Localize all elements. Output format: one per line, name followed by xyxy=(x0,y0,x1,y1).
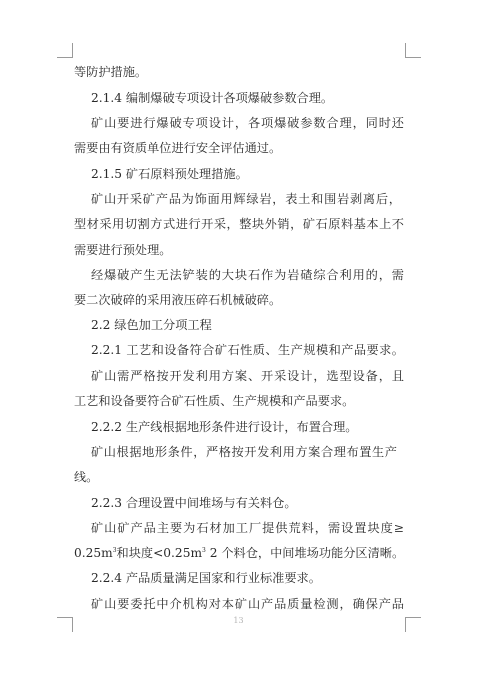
crop-mark-top-left-h xyxy=(57,57,73,58)
text-line: 需要进行预处理。 xyxy=(74,243,172,257)
page-number: 13 xyxy=(233,616,244,625)
crop-mark-top-right xyxy=(405,43,406,58)
text-line: 经爆破产生无法铲装的大块石作为岩碴综合利用的，需 xyxy=(91,268,404,282)
text-line: 矿山矿产品主要为石材加工厂提供荒料，需设置块度≥ xyxy=(91,521,404,535)
superscript: 3 xyxy=(112,547,117,554)
text-line: 矿山要进行爆破专项设计，各项爆破参数合理，同时还 xyxy=(91,116,404,130)
text-line: 矿山需严格按开发利用方案、开采设计，选型设备，且 xyxy=(91,369,404,383)
text-line: 工艺和设备要符合矿石性质、生产规模和产品要求。 xyxy=(74,394,355,408)
text-line: 矿山要委托中介机构对本矿山产品质量检测，确保产品 xyxy=(91,597,404,611)
text-fragment: 2 个料仓，中间堆场功能分区清晰。 xyxy=(205,546,405,560)
section-heading: 2.2.4 产品质量满足国家和行业标准要求。 xyxy=(91,571,321,585)
text-line: 线。 xyxy=(74,470,99,484)
section-heading: 2.2 绿色加工分项工程 xyxy=(91,318,212,332)
text-fragment: 和块度<0.25m xyxy=(116,546,202,560)
text-line: 型材采用切割方式进行开采，整块外销，矿石原料基本上不 xyxy=(74,217,404,231)
superscript: 3 xyxy=(202,547,206,554)
text-line: 矿山根据地形条件，严格按开发利用方案合理布置生产 xyxy=(91,445,397,459)
text-line xyxy=(74,545,404,561)
section-heading: 2.2.1 工艺和设备符合矿石性质、生产规模和产品要求。 xyxy=(91,343,404,357)
section-heading: 2.1.4 编制爆破专项设计各项爆破参数合理。 xyxy=(91,91,334,105)
crop-mark-top-right-h xyxy=(405,57,421,58)
crop-mark-top-left xyxy=(72,43,73,58)
section-heading: 2.2.2 生产线根据地形条件进行设计，布置合理。 xyxy=(91,420,358,434)
section-heading: 2.2.3 合理设置中间堆场与有关料仓。 xyxy=(91,496,297,510)
text-line: 等防护措施。 xyxy=(74,65,148,79)
section-heading: 2.1.5 矿石原料预处理措施。 xyxy=(91,167,248,181)
text-line: 矿山开采矿产品为饰面用辉绿岩，表土和围岩剥离后， xyxy=(91,192,401,206)
text-line: 要二次破碎的采用液压碎石机械破碎。 xyxy=(74,293,282,307)
text-line: 需要由有资质单位进行安全评估通过。 xyxy=(74,141,282,155)
text-fragment: 0.25m xyxy=(74,546,113,560)
